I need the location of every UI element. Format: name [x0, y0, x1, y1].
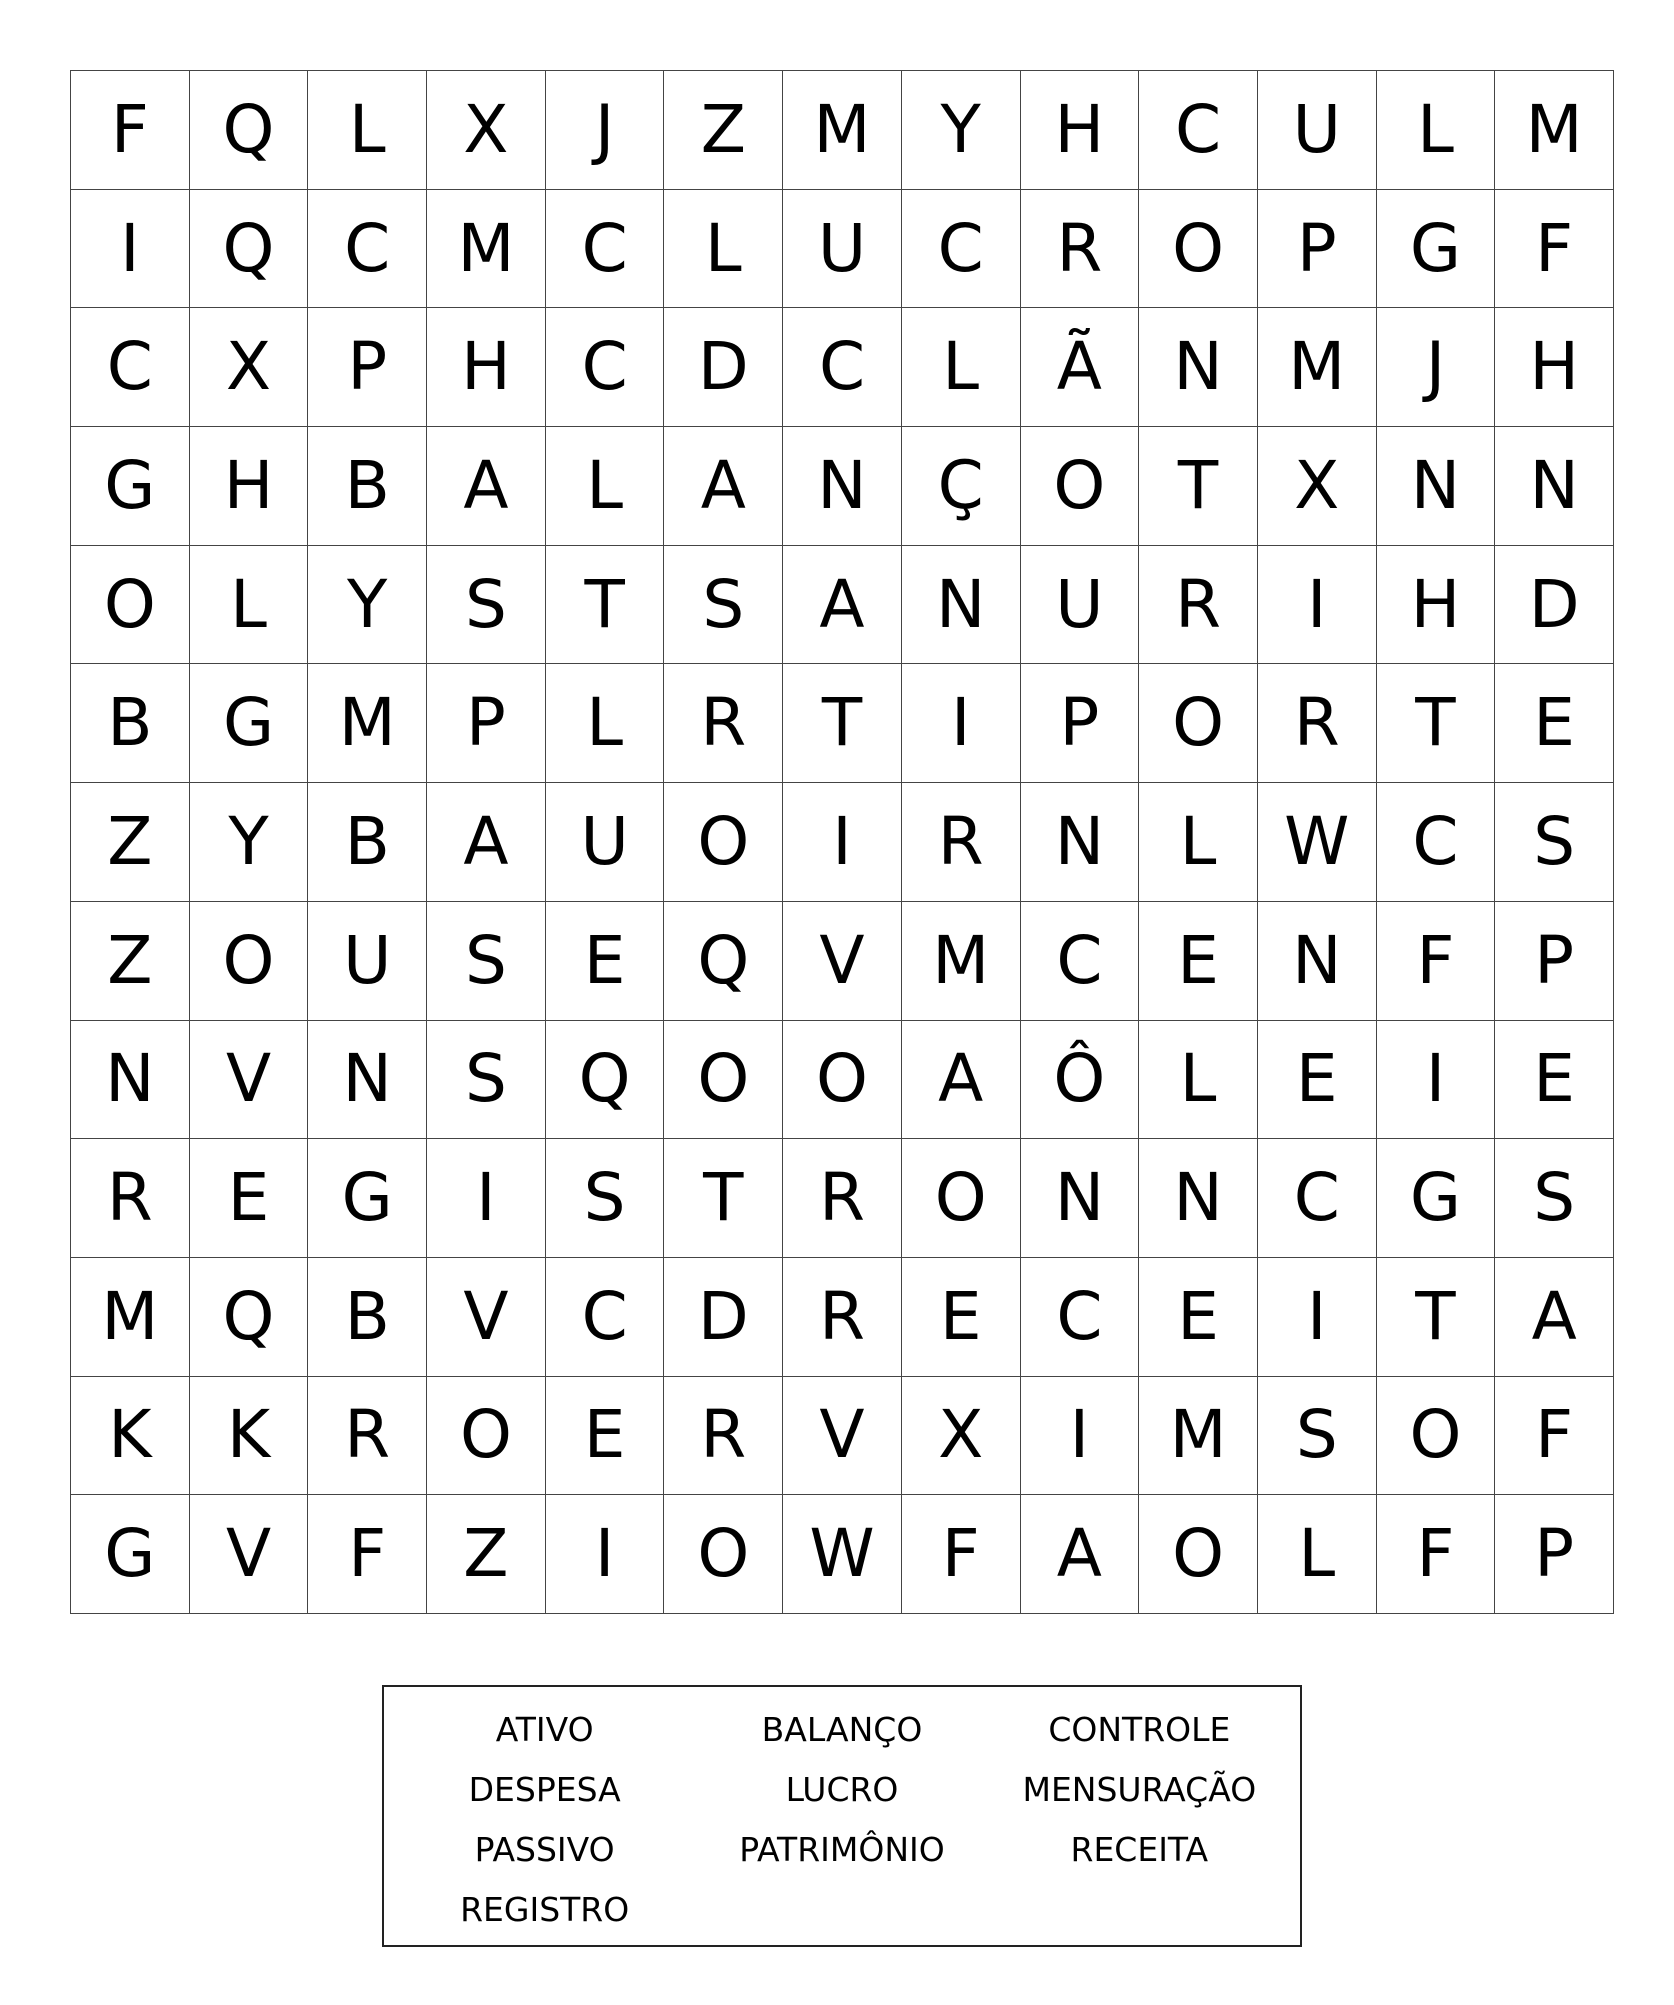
- grid-cell[interactable]: Q: [664, 902, 783, 1021]
- grid-cell[interactable]: T: [783, 664, 902, 783]
- grid-cell[interactable]: I: [1021, 1377, 1140, 1496]
- word-list-item: CONTROLE: [1048, 1710, 1231, 1749]
- grid-cell[interactable]: N: [1495, 427, 1614, 546]
- grid-cell[interactable]: L: [1139, 783, 1258, 902]
- grid-cell[interactable]: V: [783, 1377, 902, 1496]
- grid-cell[interactable]: P: [427, 664, 546, 783]
- grid-cell[interactable]: S: [427, 1021, 546, 1140]
- grid-cell[interactable]: R: [783, 1258, 902, 1377]
- grid-cell[interactable]: C: [1021, 902, 1140, 1021]
- grid-cell[interactable]: L: [1139, 1021, 1258, 1140]
- grid-cell[interactable]: L: [1377, 71, 1496, 190]
- grid-cell[interactable]: E: [546, 1377, 665, 1496]
- grid-cell[interactable]: A: [664, 427, 783, 546]
- grid-cell[interactable]: T: [1377, 1258, 1496, 1377]
- grid-cell[interactable]: S: [546, 1139, 665, 1258]
- word-list-item: PASSIVO: [474, 1830, 615, 1869]
- grid-cell[interactable]: I: [902, 664, 1021, 783]
- grid-cell[interactable]: E: [546, 902, 665, 1021]
- grid-cell[interactable]: E: [902, 1258, 1021, 1377]
- grid-cell[interactable]: L: [546, 664, 665, 783]
- grid-cell[interactable]: A: [1495, 1258, 1614, 1377]
- grid-cell[interactable]: C: [1258, 1139, 1377, 1258]
- grid-cell[interactable]: R: [664, 664, 783, 783]
- grid-cell[interactable]: I: [1377, 1021, 1496, 1140]
- grid-cell[interactable]: O: [783, 1021, 902, 1140]
- grid-cell[interactable]: R: [783, 1139, 902, 1258]
- grid-cell[interactable]: O: [664, 783, 783, 902]
- grid-cell[interactable]: S: [1258, 1377, 1377, 1496]
- word-list-item: MENSURAÇÃO: [1022, 1770, 1257, 1809]
- grid-cell[interactable]: R: [1258, 664, 1377, 783]
- grid-cell[interactable]: Y: [190, 783, 309, 902]
- grid-cell[interactable]: S: [427, 546, 546, 665]
- grid-cell[interactable]: N: [308, 1021, 427, 1140]
- grid-cell[interactable]: T: [664, 1139, 783, 1258]
- grid-cell[interactable]: U: [783, 190, 902, 309]
- grid-cell[interactable]: Ô: [1021, 1021, 1140, 1140]
- grid-cell[interactable]: E: [1139, 902, 1258, 1021]
- grid-cell[interactable]: Ã: [1021, 308, 1140, 427]
- grid-cell[interactable]: N: [1021, 783, 1140, 902]
- grid-cell[interactable]: M: [1258, 308, 1377, 427]
- grid-cell[interactable]: O: [664, 1495, 783, 1614]
- grid-cell[interactable]: F: [308, 1495, 427, 1614]
- word-list-item: BALANÇO: [761, 1710, 923, 1749]
- grid-cell[interactable]: C: [546, 190, 665, 309]
- grid-cell[interactable]: U: [1021, 546, 1140, 665]
- grid-cell[interactable]: O: [1139, 1495, 1258, 1614]
- grid-cell[interactable]: V: [190, 1495, 309, 1614]
- grid-cell[interactable]: N: [71, 1021, 190, 1140]
- grid-cell[interactable]: N: [783, 427, 902, 546]
- grid-cell[interactable]: F: [902, 1495, 1021, 1614]
- grid-cell[interactable]: C: [1021, 1258, 1140, 1377]
- grid-cell[interactable]: P: [1258, 190, 1377, 309]
- word-list-item: LUCRO: [785, 1770, 899, 1809]
- grid-cell[interactable]: D: [664, 308, 783, 427]
- grid-cell[interactable]: J: [1377, 308, 1496, 427]
- word-list-item: PATRIMÔNIO: [739, 1830, 945, 1869]
- grid-cell[interactable]: O: [1021, 427, 1140, 546]
- grid-cell[interactable]: N: [902, 546, 1021, 665]
- grid-cell[interactable]: X: [902, 1377, 1021, 1496]
- grid-cell[interactable]: O: [71, 546, 190, 665]
- grid-cell[interactable]: E: [1495, 1021, 1614, 1140]
- grid-cell[interactable]: M: [1495, 71, 1614, 190]
- word-search-grid: [70, 70, 1614, 1614]
- grid-cell[interactable]: H: [1495, 308, 1614, 427]
- grid-cell[interactable]: F: [1495, 190, 1614, 309]
- grid-cell[interactable]: B: [308, 427, 427, 546]
- grid-cell[interactable]: H: [190, 427, 309, 546]
- word-list-item: ATIVO: [495, 1710, 594, 1749]
- grid-cell[interactable]: O: [664, 1021, 783, 1140]
- grid-cell[interactable]: C: [1377, 783, 1496, 902]
- grid-cell[interactable]: H: [427, 308, 546, 427]
- grid-cell[interactable]: S: [1495, 783, 1614, 902]
- grid-cell[interactable]: O: [1377, 1377, 1496, 1496]
- grid-cell[interactable]: N: [1258, 902, 1377, 1021]
- grid-cell[interactable]: R: [1021, 190, 1140, 309]
- grid-cell[interactable]: A: [427, 783, 546, 902]
- grid-cell[interactable]: O: [1139, 190, 1258, 309]
- grid-cell[interactable]: C: [902, 190, 1021, 309]
- grid-cell[interactable]: M: [308, 664, 427, 783]
- word-list-item: RECEITA: [1070, 1830, 1209, 1869]
- grid-cell[interactable]: X: [1258, 427, 1377, 546]
- grid-cell[interactable]: Q: [190, 1258, 309, 1377]
- grid-cell[interactable]: N: [1021, 1139, 1140, 1258]
- grid-cell[interactable]: O: [427, 1377, 546, 1496]
- grid-cell[interactable]: L: [308, 71, 427, 190]
- word-list-item: REGISTRO: [460, 1890, 630, 1929]
- grid-cell[interactable]: C: [783, 308, 902, 427]
- grid-cell[interactable]: G: [308, 1139, 427, 1258]
- grid-cell[interactable]: S: [427, 902, 546, 1021]
- grid-cell[interactable]: F: [1495, 1377, 1614, 1496]
- grid-cell[interactable]: W: [1258, 783, 1377, 902]
- grid-cell[interactable]: T: [1377, 664, 1496, 783]
- word-list-item: DESPESA: [468, 1770, 621, 1809]
- grid-cell[interactable]: Z: [427, 1495, 546, 1614]
- grid-cell[interactable]: A: [427, 427, 546, 546]
- grid-cell[interactable]: L: [546, 427, 665, 546]
- grid-cell[interactable]: N: [1377, 427, 1496, 546]
- grid-cell[interactable]: K: [190, 1377, 309, 1496]
- grid-cell[interactable]: H: [1377, 546, 1496, 665]
- grid-cell[interactable]: C: [546, 308, 665, 427]
- grid-cell[interactable]: U: [546, 783, 665, 902]
- grid-cell[interactable]: G: [71, 1495, 190, 1614]
- grid-cell[interactable]: N: [1139, 1139, 1258, 1258]
- grid-cell[interactable]: I: [783, 783, 902, 902]
- grid-cell[interactable]: M: [427, 190, 546, 309]
- grid-cell[interactable]: I: [1258, 546, 1377, 665]
- grid-cell[interactable]: A: [1021, 1495, 1140, 1614]
- grid-cell[interactable]: M: [902, 902, 1021, 1021]
- grid-cell[interactable]: G: [1377, 1139, 1496, 1258]
- grid-cell[interactable]: D: [664, 1258, 783, 1377]
- grid-cell[interactable]: H: [1021, 71, 1140, 190]
- grid-cell[interactable]: Q: [546, 1021, 665, 1140]
- word-list-box: [382, 1685, 1302, 1947]
- grid-cell[interactable]: G: [71, 427, 190, 546]
- grid-cell[interactable]: G: [190, 664, 309, 783]
- grid-cell[interactable]: E: [1495, 664, 1614, 783]
- grid-cell[interactable]: I: [1258, 1258, 1377, 1377]
- grid-cell[interactable]: R: [71, 1139, 190, 1258]
- grid-cell[interactable]: R: [1139, 546, 1258, 665]
- grid-cell[interactable]: B: [71, 664, 190, 783]
- grid-cell[interactable]: Y: [308, 546, 427, 665]
- grid-cell[interactable]: A: [783, 546, 902, 665]
- grid-cell[interactable]: V: [190, 1021, 309, 1140]
- grid-cell[interactable]: Ç: [902, 427, 1021, 546]
- grid-cell[interactable]: M: [71, 1258, 190, 1377]
- grid-cell[interactable]: K: [71, 1377, 190, 1496]
- grid-cell[interactable]: A: [902, 1021, 1021, 1140]
- grid-cell[interactable]: F: [1377, 902, 1496, 1021]
- grid-cell[interactable]: S: [664, 546, 783, 665]
- grid-cell[interactable]: P: [1021, 664, 1140, 783]
- grid-cell[interactable]: G: [1377, 190, 1496, 309]
- grid-cell[interactable]: B: [308, 1258, 427, 1377]
- grid-cell[interactable]: R: [664, 1377, 783, 1496]
- grid-cell[interactable]: E: [1258, 1021, 1377, 1140]
- grid-cell[interactable]: O: [902, 1139, 1021, 1258]
- grid-cell[interactable]: I: [546, 1495, 665, 1614]
- grid-cell[interactable]: O: [1139, 664, 1258, 783]
- grid-cell[interactable]: Y: [902, 71, 1021, 190]
- grid-cell[interactable]: F: [71, 71, 190, 190]
- grid-cell[interactable]: X: [190, 308, 309, 427]
- grid-cell[interactable]: L: [1258, 1495, 1377, 1614]
- grid-cell[interactable]: L: [664, 190, 783, 309]
- grid-cell[interactable]: I: [427, 1139, 546, 1258]
- grid-cell[interactable]: V: [783, 902, 902, 1021]
- grid-cell[interactable]: E: [1139, 1258, 1258, 1377]
- grid-cell[interactable]: R: [902, 783, 1021, 902]
- grid-cell[interactable]: D: [1495, 546, 1614, 665]
- grid-cell[interactable]: W: [783, 1495, 902, 1614]
- grid-cell[interactable]: C: [308, 190, 427, 309]
- grid-cell[interactable]: C: [546, 1258, 665, 1377]
- grid-cell[interactable]: J: [546, 71, 665, 190]
- grid-cell[interactable]: I: [71, 190, 190, 309]
- grid-cell[interactable]: F: [1377, 1495, 1496, 1614]
- grid-cell[interactable]: V: [427, 1258, 546, 1377]
- grid-cell[interactable]: X: [427, 71, 546, 190]
- grid-cell[interactable]: Z: [71, 783, 190, 902]
- grid-cell[interactable]: C: [1139, 71, 1258, 190]
- grid-cell[interactable]: S: [1495, 1139, 1614, 1258]
- grid-cell[interactable]: T: [1139, 427, 1258, 546]
- grid-cell[interactable]: Q: [190, 190, 309, 309]
- grid-cell[interactable]: Q: [190, 71, 309, 190]
- grid-cell[interactable]: N: [1139, 308, 1258, 427]
- grid-cell[interactable]: Z: [664, 71, 783, 190]
- grid-cell[interactable]: M: [783, 71, 902, 190]
- grid-cell[interactable]: U: [308, 902, 427, 1021]
- grid-cell[interactable]: R: [308, 1377, 427, 1496]
- grid-cell[interactable]: M: [1139, 1377, 1258, 1496]
- grid-cell[interactable]: Z: [71, 902, 190, 1021]
- grid-cell[interactable]: P: [308, 308, 427, 427]
- grid-cell[interactable]: E: [190, 1139, 309, 1258]
- grid-cell[interactable]: P: [1495, 1495, 1614, 1614]
- grid-cell[interactable]: O: [190, 902, 309, 1021]
- grid-cell[interactable]: L: [190, 546, 309, 665]
- grid-cell[interactable]: C: [71, 308, 190, 427]
- grid-cell[interactable]: B: [308, 783, 427, 902]
- grid-cell[interactable]: T: [546, 546, 665, 665]
- grid-cell[interactable]: P: [1495, 902, 1614, 1021]
- grid-cell[interactable]: L: [902, 308, 1021, 427]
- grid-cell[interactable]: U: [1258, 71, 1377, 190]
